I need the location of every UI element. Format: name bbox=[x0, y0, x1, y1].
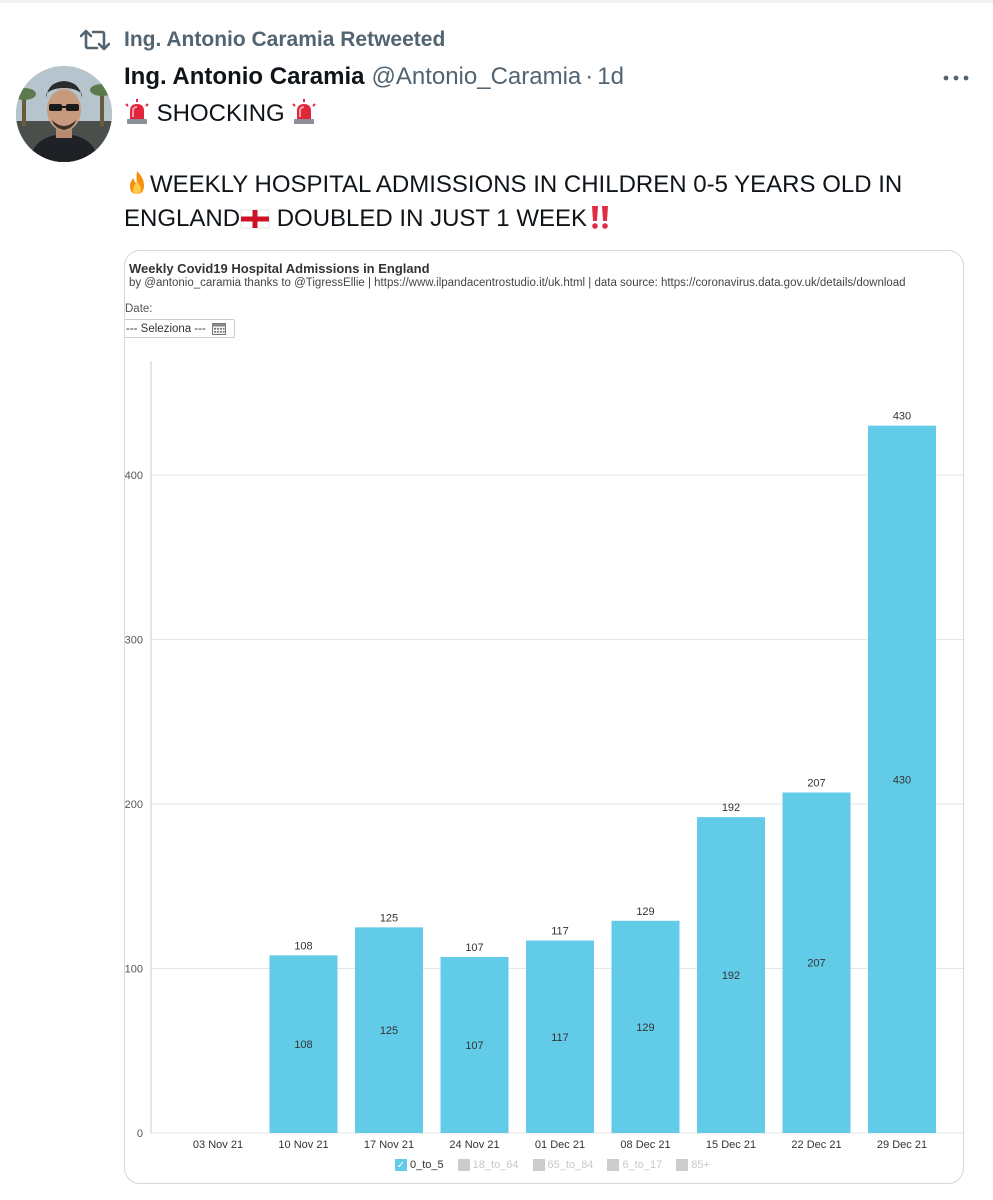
legend-label: 0_to_5 bbox=[410, 1159, 444, 1171]
bar-inner-label: 207 bbox=[807, 957, 826, 970]
date-filter-value: --- Seleziona --- bbox=[126, 322, 206, 335]
y-tick-label: 0 bbox=[136, 1128, 143, 1140]
x-tick-label: 10 Nov 21 bbox=[278, 1139, 329, 1151]
england-flag-icon bbox=[240, 206, 270, 240]
chart-legend bbox=[395, 1159, 710, 1171]
avatar[interactable] bbox=[16, 66, 112, 162]
avatar-photo bbox=[16, 66, 112, 162]
header-separator: · bbox=[585, 63, 594, 90]
legend-swatch bbox=[533, 1159, 545, 1171]
bar-inner-label: 107 bbox=[465, 1039, 484, 1052]
tweet-text-line-1 bbox=[124, 97, 317, 135]
legend-item[interactable] bbox=[395, 1159, 444, 1171]
double-exclamation-icon bbox=[587, 204, 613, 240]
x-tick-label: 22 Dec 21 bbox=[791, 1139, 842, 1151]
bar-top-label: 108 bbox=[294, 940, 313, 953]
x-tick-label: 29 Dec 21 bbox=[876, 1139, 928, 1151]
chart-subtitle: by @antonio_caramia thanks to @TigressEllie | https://www.ilpandacentrostudio.it/uk.html | data source: https://coronavirus.data.gov.uk/details/download bbox=[129, 277, 906, 289]
author-handle[interactable]: @Antonio_Caramia bbox=[371, 63, 582, 90]
rotating-light-icon bbox=[124, 99, 150, 135]
legend-swatch bbox=[607, 1159, 619, 1171]
legend-label: 6_to_17 bbox=[622, 1159, 663, 1171]
bar-top-label: 207 bbox=[807, 777, 826, 790]
retweet-icon bbox=[80, 27, 110, 53]
y-tick-label: 300 bbox=[125, 634, 143, 647]
checkmark-icon: ✓ bbox=[396, 1159, 406, 1171]
date-filter-label: Date: bbox=[125, 303, 153, 315]
more-options-button[interactable] bbox=[936, 66, 976, 90]
tweet-header bbox=[124, 60, 624, 94]
legend-swatch bbox=[676, 1159, 688, 1171]
bar-top-label: 125 bbox=[379, 912, 399, 925]
author-name[interactable]: Ing. Antonio Caramia bbox=[124, 63, 365, 90]
legend-label: 18_to_64 bbox=[472, 1159, 519, 1171]
x-tick-label: 08 Dec 21 bbox=[620, 1139, 671, 1151]
bar-inner-label: 192 bbox=[721, 970, 741, 983]
fire-icon bbox=[124, 170, 150, 206]
x-tick-label: 24 Nov 21 bbox=[449, 1139, 500, 1151]
tweet-text-doubled: DOUBLED IN JUST 1 WEEK bbox=[276, 205, 587, 232]
x-tick-label: 15 Dec 21 bbox=[705, 1139, 757, 1151]
y-tick-label: 100 bbox=[125, 963, 143, 976]
bar-top-label: 129 bbox=[636, 905, 655, 918]
bar-inner-label: 129 bbox=[636, 1021, 655, 1034]
retweet-indicator[interactable] bbox=[80, 24, 445, 56]
tweet-text-shocking: SHOCKING bbox=[156, 100, 285, 127]
bar-inner-label: 108 bbox=[294, 1039, 313, 1052]
legend-item[interactable] bbox=[458, 1159, 519, 1171]
post-time[interactable]: 1d bbox=[597, 63, 624, 90]
bar-inner-label: 125 bbox=[379, 1025, 399, 1038]
bar-top-label: 107 bbox=[465, 941, 484, 954]
tweet-text-headline: WEEKLY HOSPITAL ADMISSIONS IN CHILDREN 0-5 YEARS OLD IN bbox=[150, 171, 903, 198]
tweet-text-line-2 bbox=[124, 168, 902, 206]
x-tick-label: 01 Dec 21 bbox=[534, 1139, 586, 1151]
bar-chart bbox=[125, 251, 963, 1151]
legend-swatch bbox=[458, 1159, 470, 1171]
chart-title: Weekly Covid19 Hospital Admissions in England bbox=[129, 261, 430, 276]
bar-inner-label: 117 bbox=[551, 1031, 569, 1044]
bar-top-label: 192 bbox=[721, 802, 741, 815]
retweet-label: Ing. Antonio Caramia Retweeted bbox=[124, 28, 446, 51]
x-tick-label: 17 Nov 21 bbox=[363, 1139, 415, 1151]
media-image[interactable] bbox=[124, 250, 964, 1184]
legend-item[interactable] bbox=[533, 1159, 594, 1171]
legend-label: 85+ bbox=[691, 1159, 710, 1171]
y-tick-label: 400 bbox=[125, 470, 143, 482]
x-tick-label: 03 Nov 21 bbox=[192, 1139, 244, 1151]
rotating-light-icon bbox=[291, 99, 317, 135]
more-dots-icon bbox=[943, 75, 969, 81]
bar-top-label: 117 bbox=[551, 925, 569, 938]
legend-item[interactable] bbox=[676, 1159, 710, 1171]
legend-item[interactable] bbox=[607, 1159, 662, 1171]
tweet-text-england: ENGLAND bbox=[124, 205, 241, 232]
top-divider bbox=[0, 0, 993, 3]
bar-inner-label: 430 bbox=[892, 774, 912, 787]
tweet-text-line-3 bbox=[124, 202, 613, 240]
bar-top-label: 430 bbox=[892, 410, 912, 423]
legend-label: 65_to_84 bbox=[547, 1159, 594, 1171]
y-tick-label: 200 bbox=[125, 799, 143, 811]
